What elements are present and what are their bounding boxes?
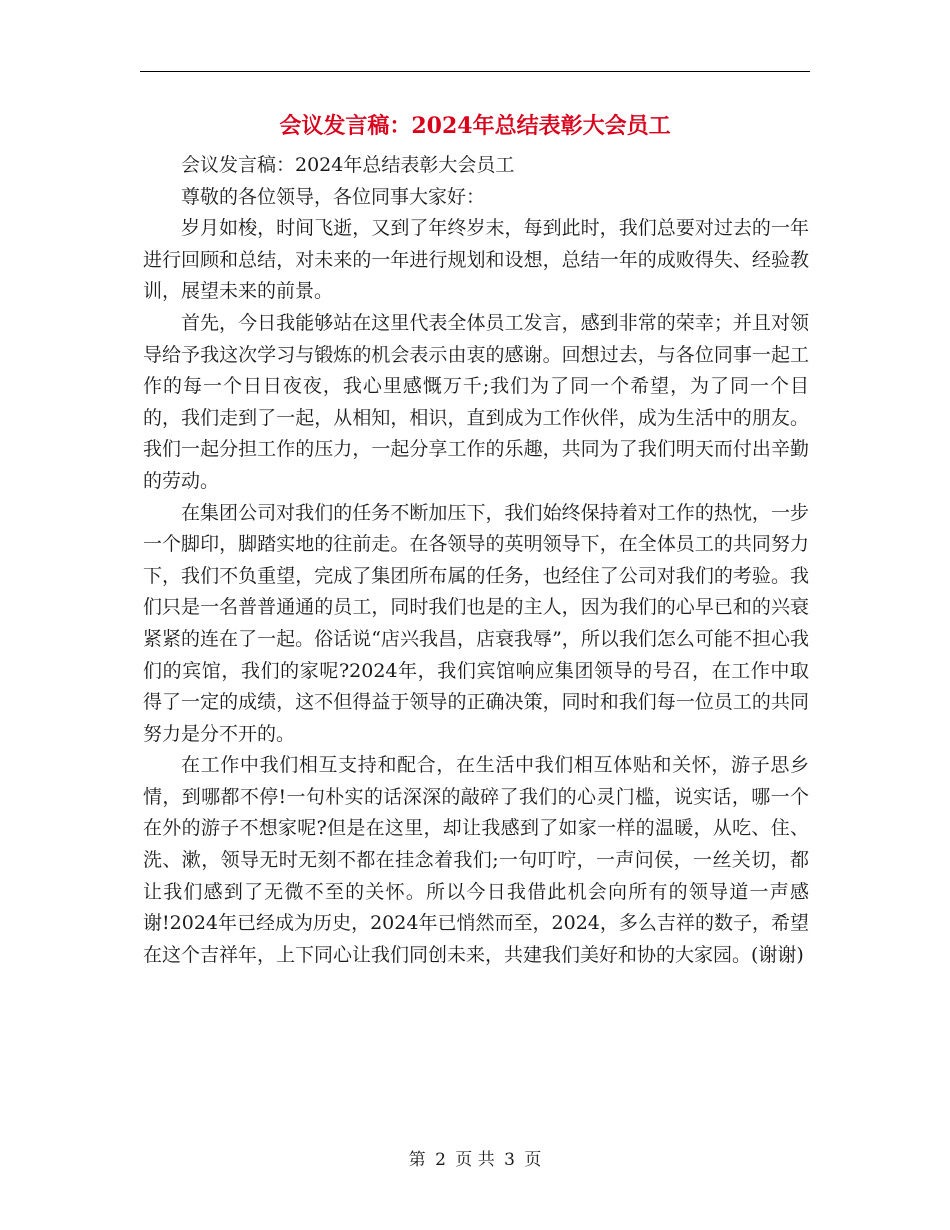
footer-suffix: 页 (524, 1150, 542, 1170)
footer-current-page: 2 (435, 1150, 446, 1170)
paragraph-3: 在集团公司对我们的任务不断加压下，我们始终保持着对工作的热忱，一步一个脚印，脚踏实地的往前走。在各领导的英明领导下，在全体员工的共同努力下，我们不负重望，完成了集团所布属的任务，也经住了公司对我们的考验。我们只是一名普普通通的员工，同时我们也是的主人，因为我们的心早已和的兴衰紧紧的连在了一起。俗话说“店兴我昌，店衰我辱”，所以我们怎么可能不担心我们的宾馆，我们的家呢?2024年，我们宾馆响应集团领导的号召，在工作中取得了一定的成绩，这不但得益于领导的正确决策，同时和我们每一位员工的共同努力是分不开的。 (143, 501, 809, 745)
header-rule (140, 71, 810, 72)
footer-middle: 页 共 (455, 1150, 495, 1170)
document-title: 会议发言稿：2024年总结表彰大会员工 (279, 113, 671, 139)
paragraph-4: 在工作中我们相互支持和配合，在生活中我们相互体贴和关怀，游子思乡情，到哪都不停!一句朴实的话深深的敲碎了我们的心灵门槛，说实话，哪一个在外的游子不想家呢?但是在这里，却让我感到了如家一样的温暖，从吃、住、洗、漱，领导无时无刻不都在挂念着我们;一句叮咛，一声问侯，一丝关切，都让我们感到了无微不至的关怀。所以今日我借此机会向所有的领导道一声感谢!2024年已经成为历史，2024年已悄然而至，2024，多么吉祥的数子，希望在这个吉祥年，上下同心让我们同创未来，共建我们美好和协的大家园。(谢谢) (143, 754, 809, 966)
paragraph-1: 岁月如梭，时间飞逝，又到了年终岁末，每到此时，我们总要对过去的一年进行回顾和总结，对未来的一年进行规划和设想，总结一年的成败得失、经验教训，展望未来的前景。 (143, 217, 809, 303)
footer-total-pages: 3 (504, 1150, 515, 1170)
paragraph-heading-repeat: 会议发言稿：2024年总结表彰大会员工 (181, 154, 515, 176)
paragraph-salutation: 尊敬的各位领导，各位同事大家好： (181, 185, 486, 208)
page-footer (0, 1148, 950, 1172)
paragraph-2: 首先，今日我能够站在这里代表全体员工发言，感到非常的荣幸；并且对领导给予我这次学习与锻炼的机会表示由衷的感谢。回想过去，与各位同事一起工作的每一个日日夜夜，我心里感慨万千;我们为了同一个希望，为了同一个目的，我们走到了一起，从相知，相识，直到成为工作伙伴，成为生活中的朋友。我们一起分担工作的压力，一起分享工作的乐趣，共同为了我们明天而付出辛勤的劳动。 (143, 311, 809, 492)
footer-prefix: 第 (408, 1150, 426, 1170)
document-body (143, 150, 809, 971)
